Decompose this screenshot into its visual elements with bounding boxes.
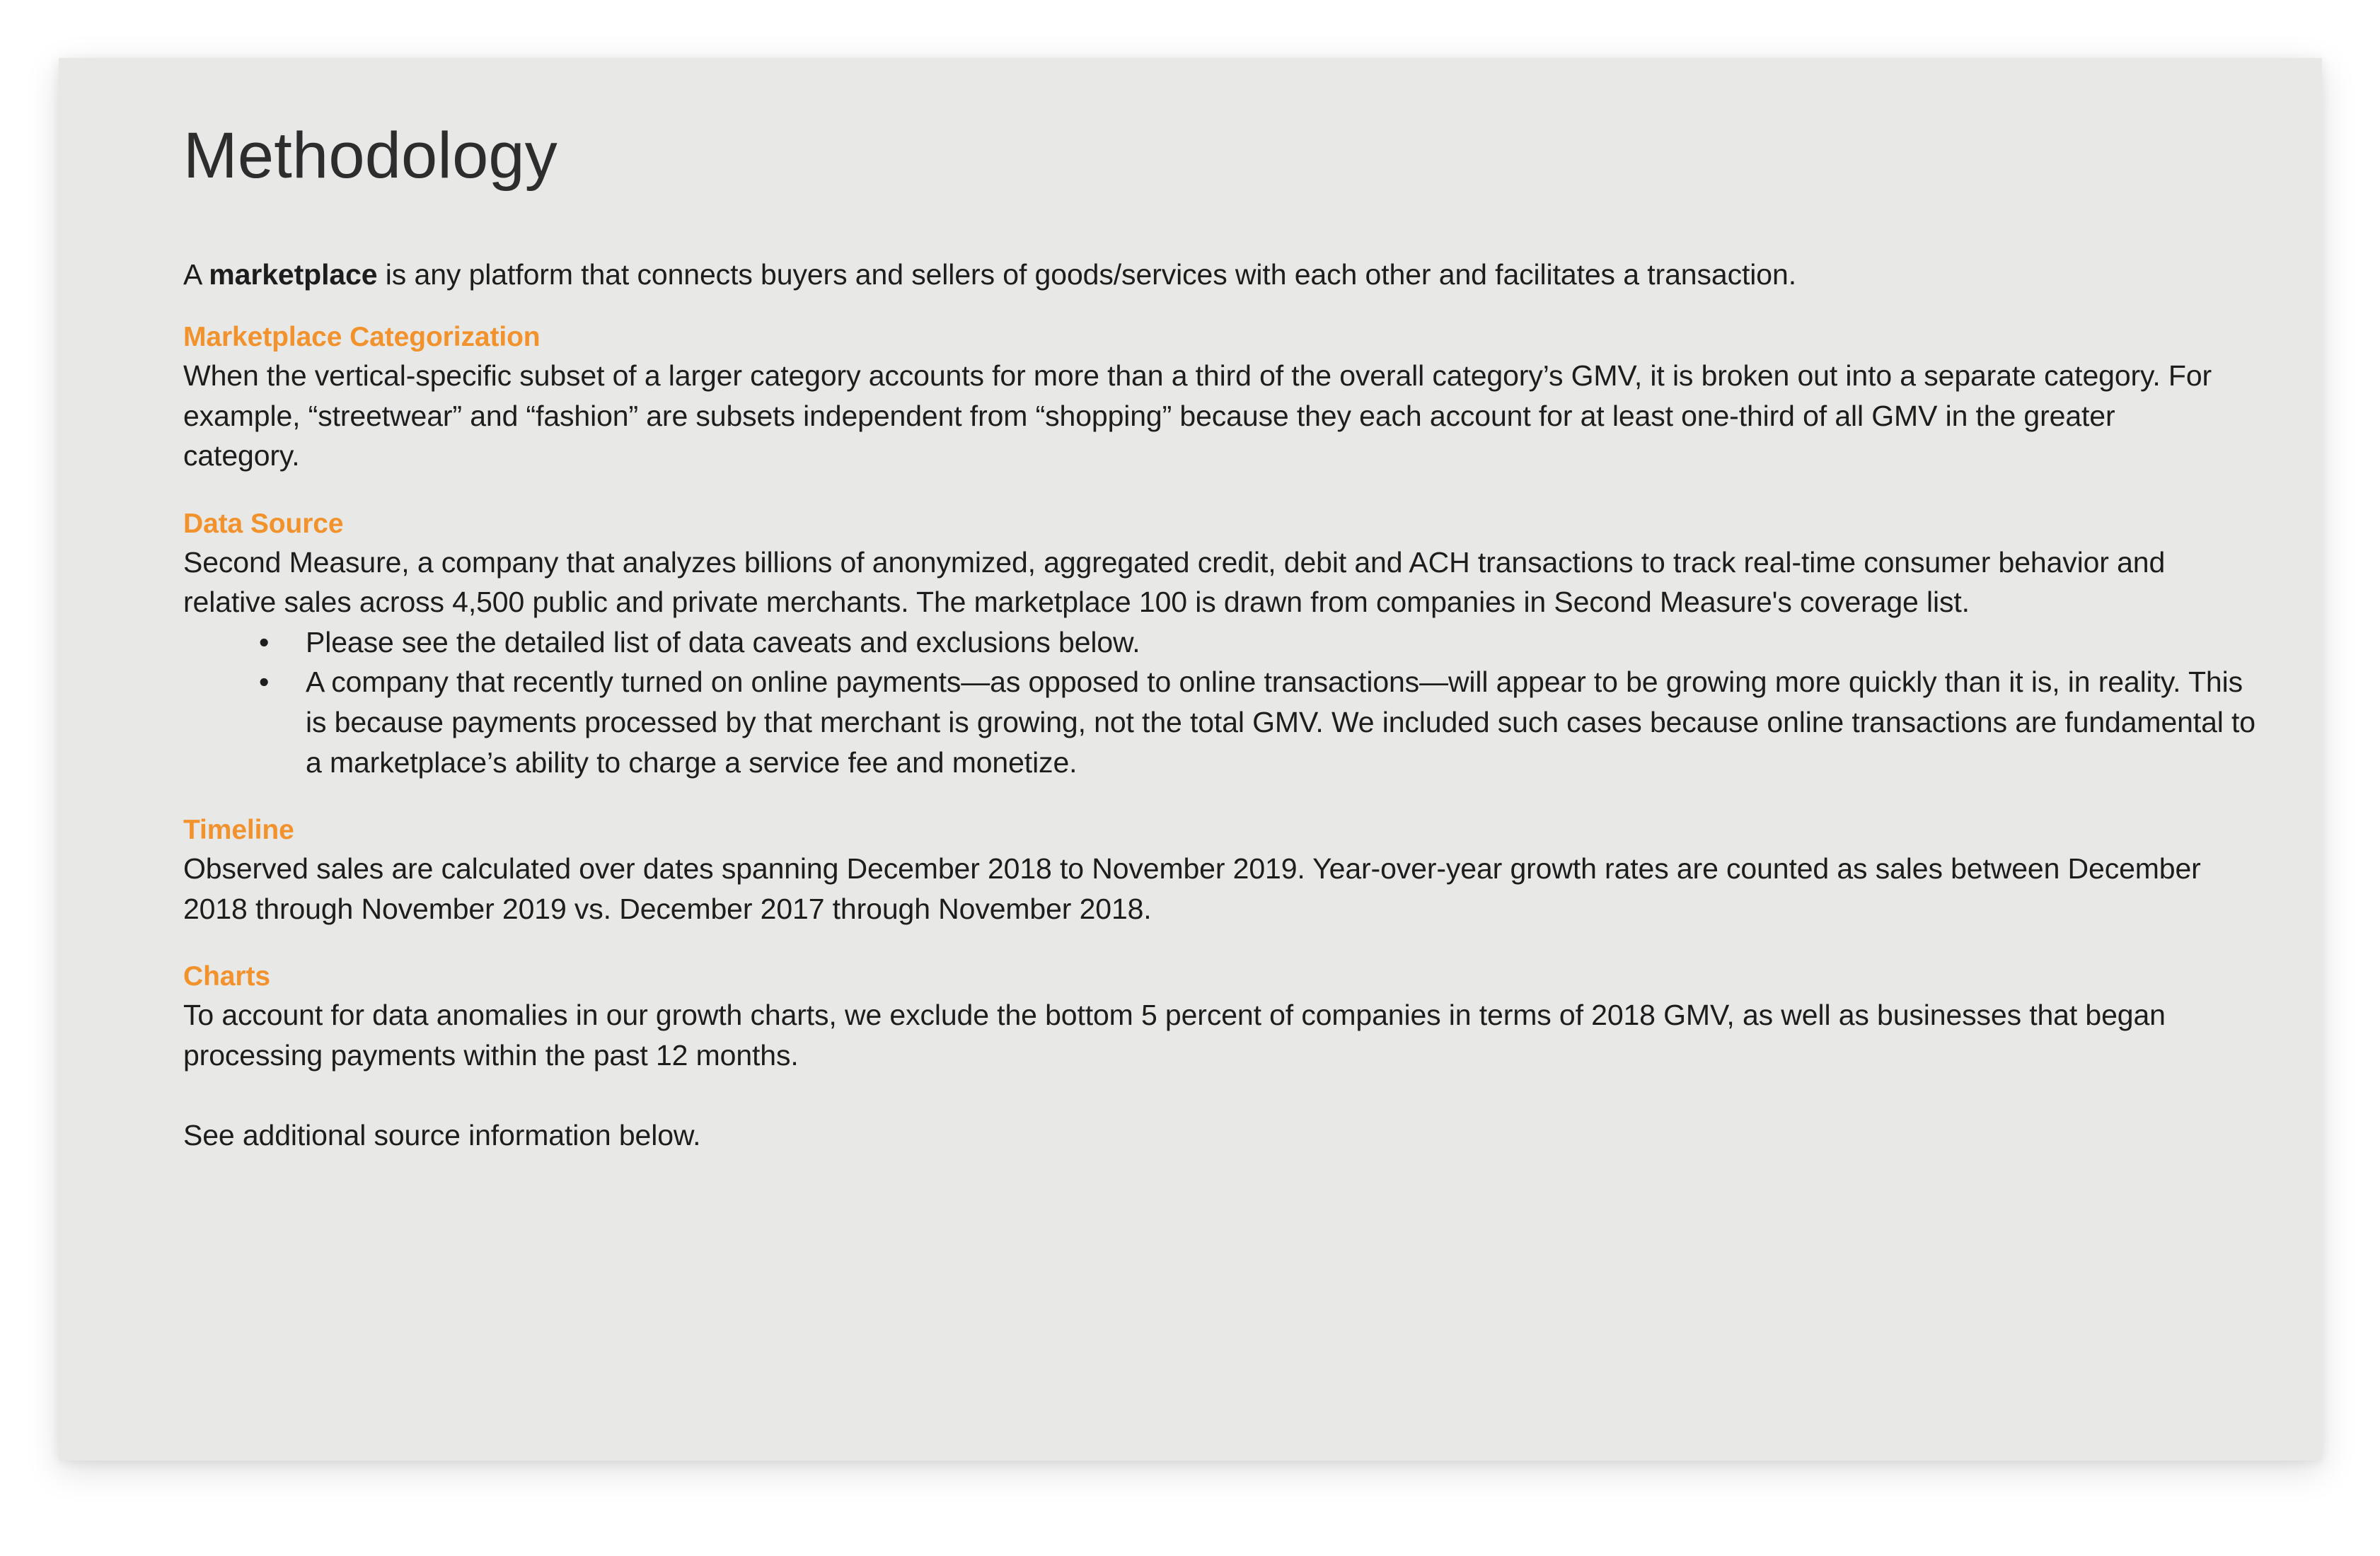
methodology-slide-card	[59, 58, 2322, 1461]
section-timeline	[183, 816, 2258, 929]
section-body-data-source: Second Measure, a company that analyzes billions of anonymized, aggregated credit, debit and ACH transactions to track real-time consumer behavior and relative sales across 4,500 public and private merchants. The marketplace 100 is drawn from companies in Second Measure's coverage list.	[183, 545, 2166, 619]
section-data-source	[183, 510, 2258, 782]
intro-paragraph	[183, 188, 2258, 289]
intro-lead-bold: marketplace	[209, 258, 378, 291]
section-body-marketplace-categorization: When the vertical-specific subset of a larger category accounts for more than a third of the overall category’s GMV, it is broken out into a separate category. For example, “streetwear” and “fashion” are subsets independent from “shopping” because they each account for at least one-third of all GMV in the greater category.	[183, 359, 2212, 472]
section-body-charts: To account for data anomalies in our growth charts, we exclude the bottom 5 percent of companies in terms of 2018 GMV, as well as businesses that began processing payments within the past 12 months.	[183, 999, 2166, 1072]
list-item-text: A company that recently turned on online payments—as opposed to online transactions—will appear to be growing more quickly than it is, in reality. This is because payments processed by that merchant is growing, not the total GMV. We included such cases because online transactions are fundamental to a marketplace’s ability to charge a service fee and monetize.	[306, 666, 2255, 779]
section-heading-charts: Charts	[183, 961, 270, 992]
list-item	[183, 662, 2258, 782]
section-body-timeline: Observed sales are calculated over dates spanning December 2018 to November 2019. Year-over-year growth rates are counted as sales between December 2018 through November 2019 vs. December 2017 through November 2018.	[183, 852, 2201, 925]
slide-content	[183, 98, 2258, 1155]
bullet-dot-icon: •	[259, 666, 270, 699]
section-heading-timeline: Timeline	[183, 815, 294, 846]
list-item-text: Please see the detailed list of data caveats and exclusions below.	[306, 625, 1140, 658]
intro-lead-before: A	[183, 258, 209, 291]
section-heading-data-source: Data Source	[183, 508, 344, 539]
page-title: Methodology	[183, 120, 558, 192]
section-heading-marketplace-categorization: Marketplace Categorization	[183, 322, 541, 352]
data-source-bullet-list	[183, 622, 2258, 782]
section-marketplace-categorization	[183, 323, 2258, 476]
list-item	[183, 622, 2258, 663]
bullet-dot-icon: •	[259, 625, 270, 658]
intro-lead-after: is any platform that connects buyers and sellers of goods/services with each other and facilitates a transaction.	[377, 258, 1796, 291]
closing-note: See additional source information below.	[183, 1118, 701, 1151]
section-charts	[183, 963, 2258, 1075]
